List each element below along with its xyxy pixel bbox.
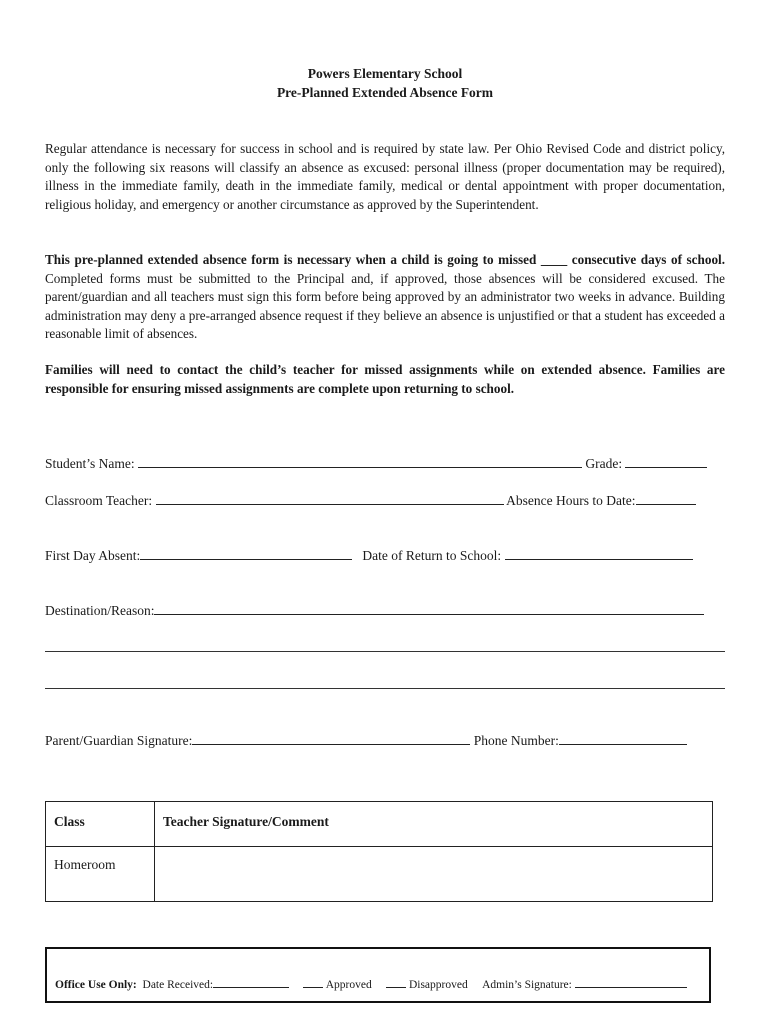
grade-label: Grade:	[585, 456, 623, 471]
disapproved-check[interactable]	[386, 977, 406, 988]
absence-hours-field[interactable]	[636, 491, 696, 505]
destination-reason-label: Destination/Reason:	[45, 603, 155, 618]
teacher-signature-table	[45, 801, 713, 902]
signature-row	[45, 731, 725, 749]
phone-number-label: Phone Number:	[473, 733, 559, 748]
first-day-absent-field[interactable]	[140, 546, 352, 560]
office-use-line	[55, 977, 687, 991]
classroom-teacher-field[interactable]	[156, 491, 504, 505]
grade-field[interactable]	[625, 454, 707, 468]
policy-rest: Completed forms must be submitted to the Principal and, if approved, those absences will be considered excused. The parent/guardian and all teachers must sign this form before being approved by an administrator two weeks in advance. Building administration may deny a pre-arranged absence request if they believe an absence is unjustified or that a student has exceeded a reasonable limit of absences.	[45, 270, 725, 341]
parent-signature-field[interactable]	[192, 731, 470, 745]
student-row	[45, 454, 725, 472]
table-header-teacher-signature: Teacher Signature/Comment	[155, 802, 713, 847]
table-cell-signature[interactable]	[155, 847, 713, 902]
table-row	[46, 847, 713, 902]
approved-check[interactable]	[303, 977, 323, 988]
office-use-box	[45, 947, 711, 1003]
first-day-absent-label: First Day Absent:	[45, 548, 141, 563]
absence-hours-label: Absence Hours to Date:	[506, 493, 636, 508]
disapproved-label: Disapproved	[408, 979, 468, 991]
table-header-class: Class	[46, 802, 155, 847]
form-title: Pre-Planned Extended Absence Form	[276, 85, 494, 100]
classroom-teacher-label: Classroom Teacher:	[45, 493, 153, 508]
policy-lead: This pre-planned extended absence form is necessary when a child is going to missed ____ consecutive days of school.	[45, 252, 725, 267]
table-cell-class: Homeroom	[46, 847, 155, 902]
destination-extra-line-1[interactable]	[45, 651, 725, 652]
destination-row	[45, 601, 725, 619]
admin-signature-label: Admin’s Signature:	[482, 979, 572, 991]
admin-signature-field[interactable]	[575, 977, 687, 988]
families-note: Families will need to contact the child’s teacher for missed assignments while on extended absence. Families are responsible for ensuring missed assignments are complete upon returning to school.	[45, 362, 725, 396]
policy-paragraph	[45, 251, 725, 344]
student-name-field[interactable]	[138, 454, 582, 468]
destination-reason-field[interactable]	[154, 601, 704, 615]
destination-extra-line-2[interactable]	[45, 688, 725, 689]
school-name: Powers Elementary School	[307, 66, 463, 81]
date-received-label: Date Received:	[142, 979, 214, 991]
date-received-field[interactable]	[213, 977, 289, 988]
intro-paragraph: Regular attendance is necessary for success in school and is required by state law. Per Ohio Revised Code and district policy, only the following six reasons will classify an absence as excused: personal illness (proper documentation may be required), illness in the immediate family, death in the immediate family, medical or dental appointment with proper documentation, religious holiday, and emergency or another circumstance as approved by the Superintendent.	[45, 141, 725, 212]
parent-signature-label: Parent/Guardian Signature:	[45, 733, 193, 748]
date-of-return-label: Date of Return to School:	[362, 548, 502, 563]
student-name-label: Student’s Name:	[45, 456, 135, 471]
approved-label: Approved	[325, 979, 372, 991]
date-of-return-field[interactable]	[505, 546, 693, 560]
phone-number-field[interactable]	[559, 731, 687, 745]
table-header-row	[46, 802, 713, 847]
teacher-row	[45, 491, 725, 509]
dates-row	[45, 546, 725, 564]
office-use-label: Office Use Only:	[55, 979, 137, 991]
